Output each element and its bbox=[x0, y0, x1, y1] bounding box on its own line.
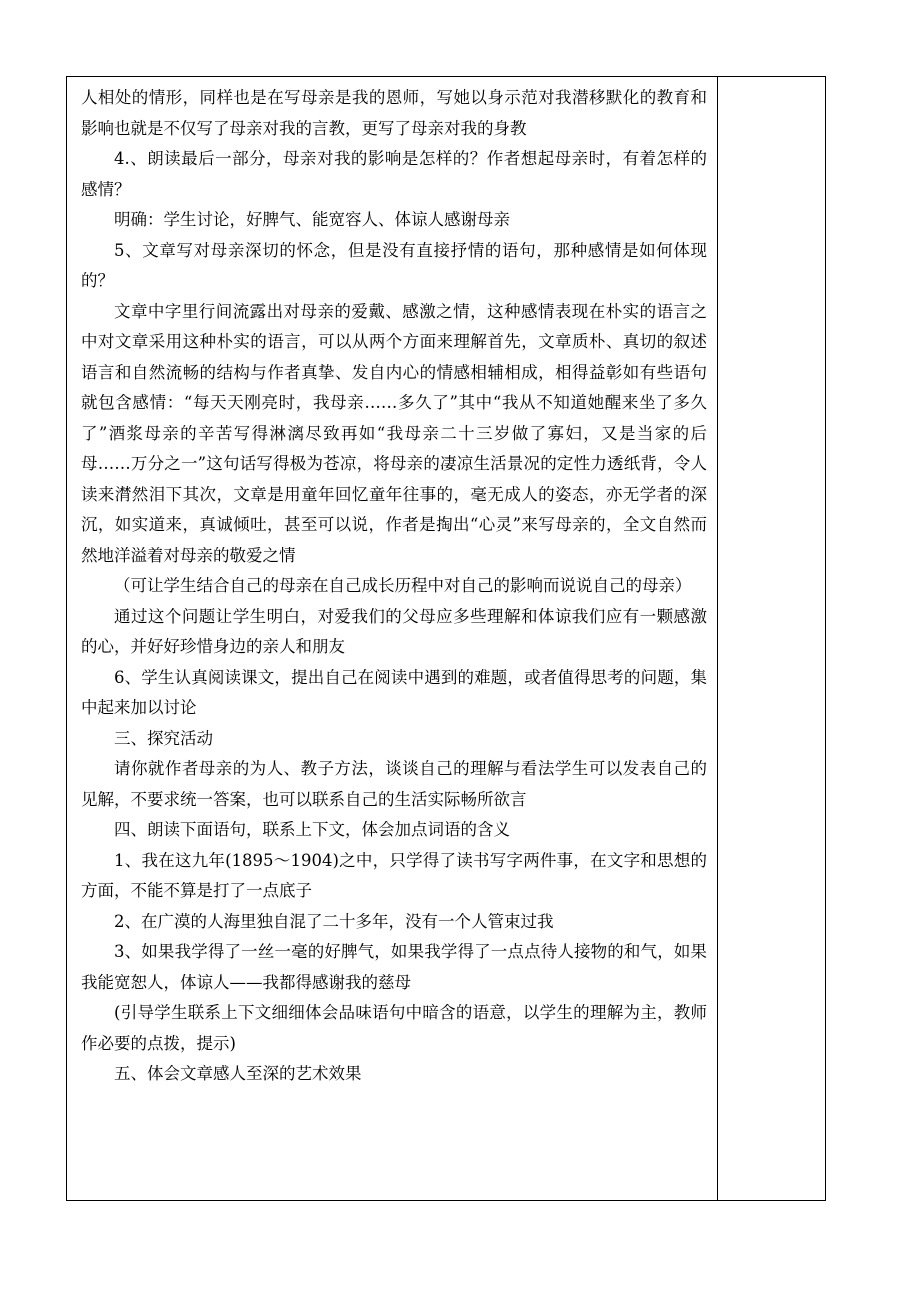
lesson-content-cell bbox=[81, 83, 707, 1090]
paragraph: 文章中字里行间流露出对母亲的爱戴、感激之情，这种感情表现在朴实的语言之中对文章采用这种朴实的语言，可以从两个方面来理解首先，文章质朴、真切的叙述语言和自然流畅的结构与作者真挚、发自内心的情感相辅相成，相得益彰如有些语句就包含感情：“每天天刚亮时，我母亲……多久了”其中“我从不知道她醒来坐了多久了”酒浆母亲的辛苦写得淋漓尽致再如“我母亲二十三岁做了寡妇，又是当家的后母……万分之一”这句话写得极为苍凉，将母亲的凄凉生活景况的定性力透纸背，令人读来潸然泪下其次，文章是用童年回忆童年往事的，毫无成人的姿态，亦无学者的深沉，如实道来，真诚倾吐，甚至可以说，作者是掏出“心灵”来写母亲的，全文自然而然地洋溢着对母亲的敬爱之情 bbox=[81, 301, 707, 565]
paragraph: 6、学生认真阅读课文，提出自己在阅读中遇到的难题，或者值得思考的问题，集中起来加以讨论 bbox=[81, 667, 707, 717]
paragraph: 明确：学生讨论，好脾气、能宽容人、体谅人感谢母亲 bbox=[114, 210, 510, 229]
paragraph: 请你就作者母亲的为人、教子方法，谈谈自己的理解与看法学生可以发表自己的见解，不要求统一答案，也可以联系自己的生活实际畅所欲言 bbox=[81, 759, 707, 809]
paragraph: （可让学生结合自己的母亲在自己成长历程中对自己的影响而说说自己的母亲） bbox=[114, 576, 692, 595]
section-heading: 三、探究活动 bbox=[114, 728, 213, 748]
lesson-plan-table bbox=[66, 76, 826, 1201]
paragraph: 3、如果我学得了一丝一毫的好脾气，如果我学得了一点点待人接物的和气，如果我能宽恕人，体谅人——我都得感谢我的慈母 bbox=[81, 942, 707, 992]
paragraph: 人相处的情形，同样也是在写母亲是我的恩师，写她以身示范对我潜移默化的教育和影响也就是不仅写了母亲对我的言教，更写了母亲对我的身教 bbox=[81, 88, 707, 138]
paragraph: 4.、朗读最后一部分，母亲对我的影响是怎样的？作者想起母亲时，有着怎样的感情？ bbox=[81, 149, 707, 199]
paragraph: (引导学生联系上下文细细体会品味语句中暗含的语意，以学生的理解为主，教师作必要的点拨，提示) bbox=[81, 1003, 707, 1053]
paragraph: 通过这个问题让学生明白，对爱我们的父母应多些理解和体谅我们应有一颗感激的心，并好好珍惜身边的亲人和朋友 bbox=[81, 606, 707, 656]
paragraph: 1、我在这九年(1895～1904)之中，只学得了读书写字两件事，在文字和思想的方面，不能不算是打了一点底子 bbox=[81, 850, 707, 900]
notes-cell bbox=[718, 77, 825, 1200]
paragraph: 5、文章写对母亲深切的怀念，但是没有直接抒情的语句，那种感情是如何体现的？ bbox=[81, 240, 707, 290]
section-heading: 四、朗读下面语句，联系上下文，体会加点词语的含义 bbox=[114, 820, 510, 839]
section-heading: 五、体会文章感人至深的艺术效果 bbox=[114, 1064, 362, 1083]
paragraph: 2、在广漠的人海里独自混了二十多年，没有一个人管束过我 bbox=[114, 911, 554, 931]
